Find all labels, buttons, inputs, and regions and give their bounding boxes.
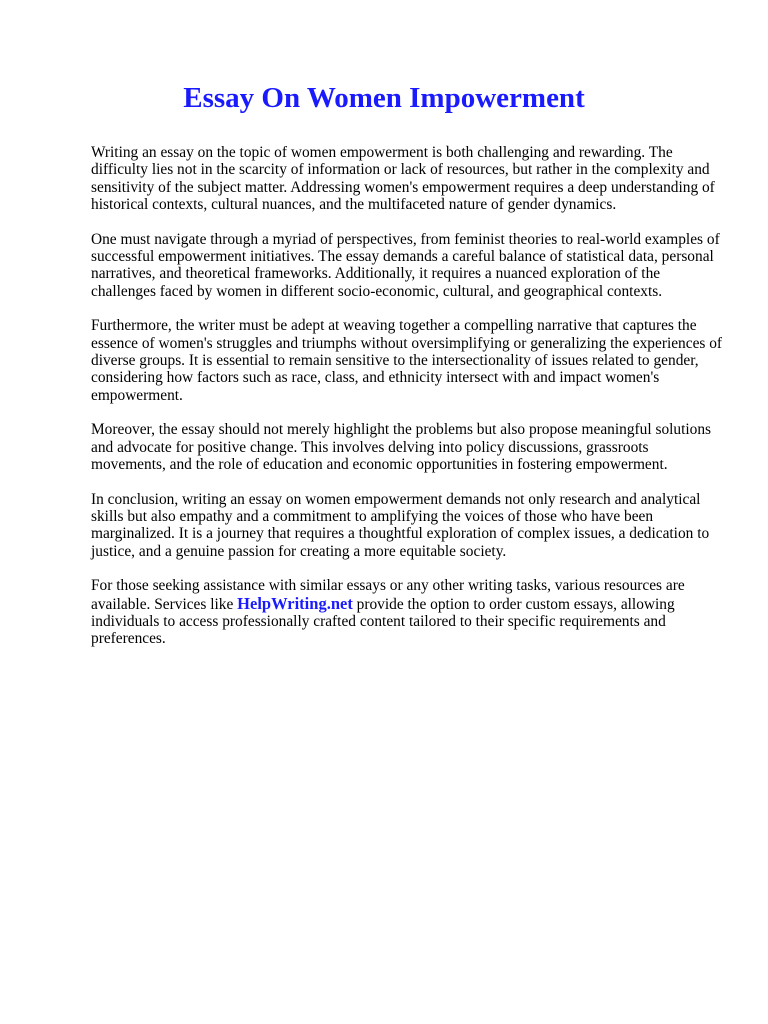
paragraph-3: Furthermore, the writer must be adept at weaving together a compelling narrative that captures the essence of women's struggles and triumphs without oversimplifying or generalizing the experiences of diverse groups. It is essential to remain sensitive to the intersectionality of issues related to gender, considering how factors such as race, class, and ethnicity intersect with and impact women's empowerment.	[91, 317, 723, 404]
paragraph-6-after-link: provide the option to order custom essays, allowing individuals to access professionally crafted content tailored to their specific requirements and preferences.	[91, 595, 675, 648]
paragraph-6	[91, 577, 726, 648]
helpwriting-link[interactable]: HelpWriting.net	[237, 593, 353, 613]
paragraph-2: One must navigate through a myriad of perspectives, from feminist theories to real-world examples of successful empowerment initiatives. The essay demands a careful balance of statistical data, personal narratives, and theoretical frameworks. Additionally, it requires a nuanced exploration of the challenges faced by women in different socio-economic, cultural, and geographical contexts.	[91, 230, 720, 300]
paragraph-5: In conclusion, writing an essay on women empowerment demands not only research and analytical skills but also empathy and a commitment to amplifying the voices of those who have been marginalized. It is a journey that requires a thoughtful exploration of complex issues, a dedication to justice, and a genuine passion for creating a more equitable society.	[91, 490, 710, 560]
paragraph-6-before-link: For those seeking assistance with similar essays or any other writing tasks, various resources are available. Services like	[91, 577, 685, 613]
essay-body	[91, 144, 726, 665]
page-title: Essay On Women Impowerment	[183, 82, 585, 114]
paragraph-1: Writing an essay on the topic of women empowerment is both challenging and rewarding. The difficulty lies not in the scarcity of information or lack of resources, but rather in the complexity and sensitivity of the subject matter. Addressing women's empowerment requires a deep understanding of historical contexts, cultural nuances, and the multifaceted nature of gender dynamics.	[91, 144, 715, 214]
paragraph-4: Moreover, the essay should not merely highlight the problems but also propose meaningful solutions and advocate for positive change. This involves delving into policy discussions, grassroots movements, and the role of education and economic opportunities in fostering empowerment.	[91, 421, 712, 474]
